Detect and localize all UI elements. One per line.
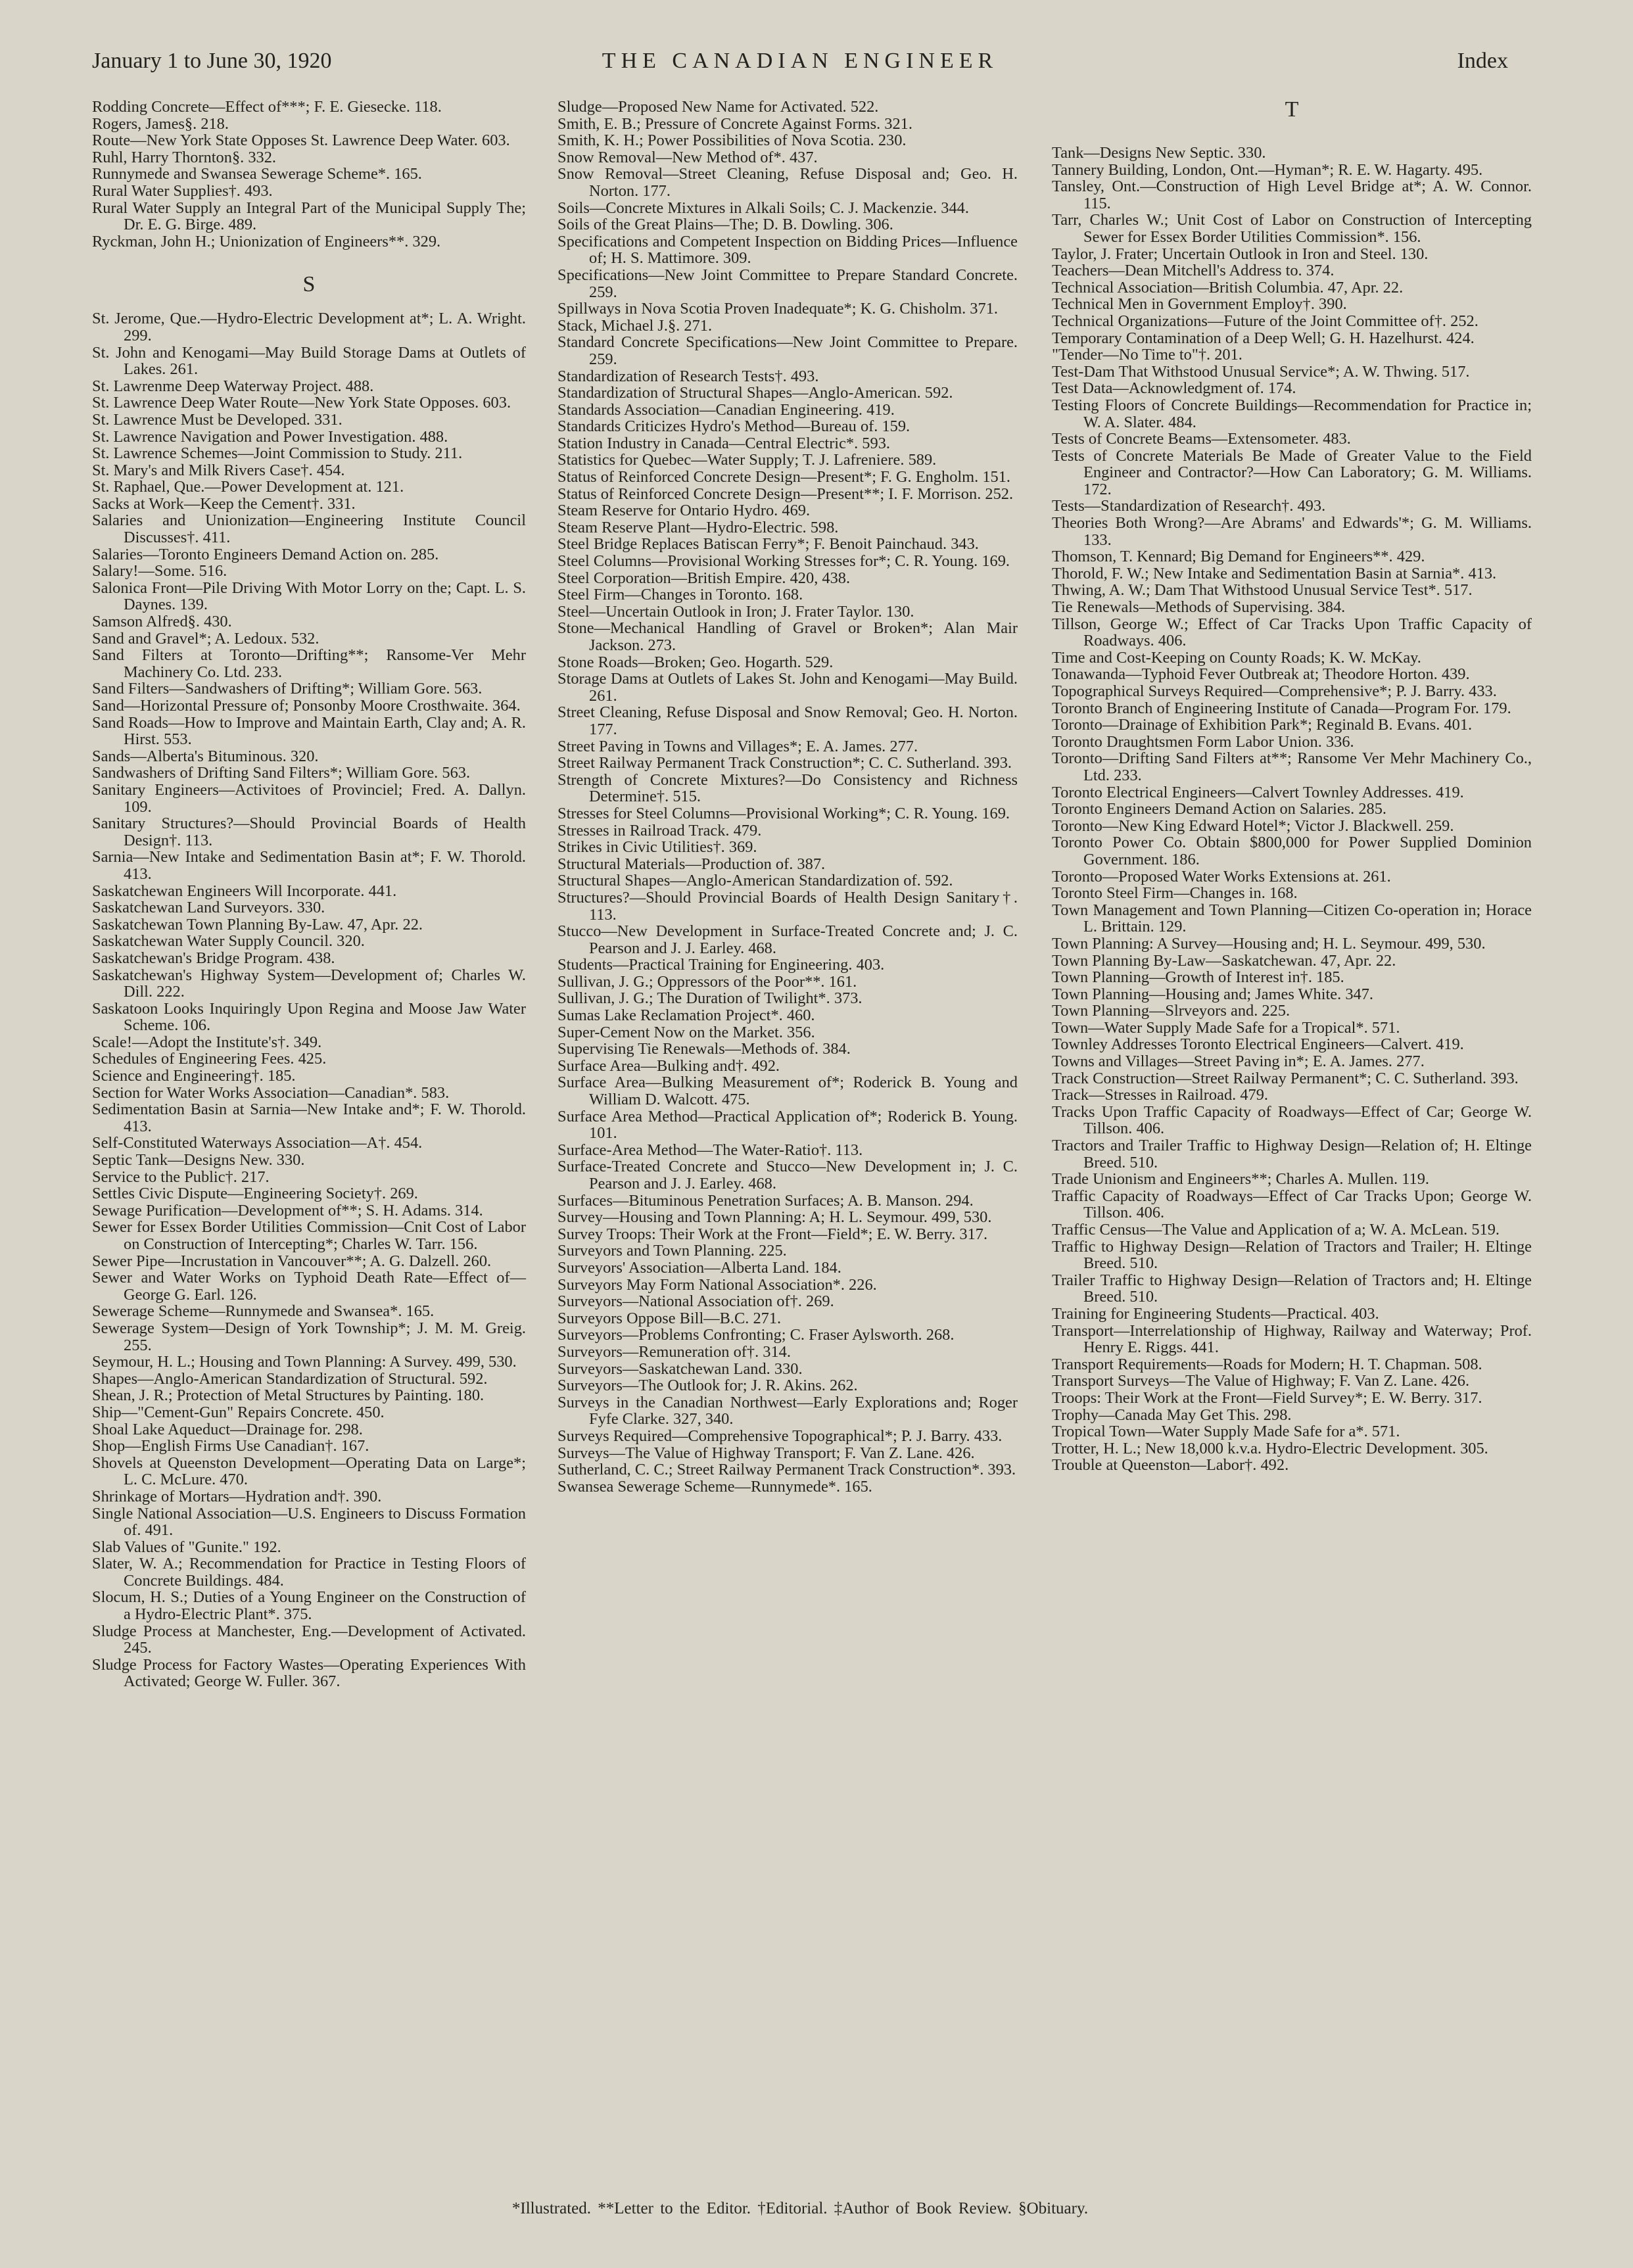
index-entry: Steel Corporation—British Empire. 420, 438. bbox=[557, 569, 851, 587]
index-entry: Sanitary Engineers—Activitoes of Provinciel; Fred. A. Dallyn. 109. bbox=[92, 780, 526, 816]
index-entry: Sedimentation Basin at Sarnia—New Intake and*; F. W. Thorold. 413. bbox=[92, 1100, 526, 1135]
index-entry: Toronto—Drifting Sand Filters at**; Ransome Ver Mehr Machinery Co., Ltd. 233. bbox=[1052, 749, 1532, 784]
index-entry: Surface Area—Bulking and†. 492. bbox=[557, 1056, 780, 1075]
index-entry: Sullivan, J. G.; The Duration of Twilight*. 373. bbox=[557, 989, 863, 1008]
index-entry: Surveyors—National Association of†. 269. bbox=[557, 1292, 834, 1311]
index-entry: Structural Shapes—Anglo-American Standardization of. 592. bbox=[557, 872, 953, 890]
index-entry: Specifications—New Joint Committee to Prepare Standard Concrete. 259. bbox=[557, 266, 1018, 301]
index-entry: Traffic Census—The Value and Application of a; W. A. McLean. 519. bbox=[1052, 1221, 1500, 1239]
index-entry: Towns and Villages—Street Paving in*; E. A. James. 277. bbox=[1052, 1052, 1425, 1071]
index-entry: Sanitary Structures?—Should Provincial Boards of Health Design†. 113. bbox=[92, 815, 526, 849]
index-entry: Route—New York State Opposes St. Lawrence Deep Water. 603. bbox=[92, 131, 510, 150]
index-entry: Surface Area Method—Practical Application of*; Roderick B. Young. 101. bbox=[557, 1107, 1018, 1143]
index-entry: Technical Organizations—Future of the Joint Committee of†. 252. bbox=[1052, 312, 1479, 330]
index-entry: Rogers, James§. 218. bbox=[92, 114, 229, 133]
index-entry: Shean, J. R.; Protection of Metal Structures by Painting. 180. bbox=[92, 1386, 485, 1405]
index-entry: Steam Reserve Plant—Hydro-Electric. 598. bbox=[557, 518, 839, 536]
index-entry: Surface-Area Method—The Water-Ratio†. 113. bbox=[557, 1141, 863, 1159]
index-entry: Rodding Concrete—Effect of***; F. E. Giesecke. 118. bbox=[92, 98, 442, 116]
index-entry: Track—Stresses in Railroad. 479. bbox=[1052, 1086, 1269, 1104]
index-entry: Survey Troops: Their Work at the Front—Field*; E. W. Berry. 317. bbox=[557, 1225, 988, 1243]
index-entry: Standardization of Research Tests†. 493. bbox=[557, 367, 819, 385]
index-entry: Sullivan, J. G.; Oppressors of the Poor**. 161. bbox=[557, 972, 857, 991]
index-entry: Town Planning—Slrveyors and. 225. bbox=[1052, 1002, 1290, 1020]
index-entry: Sutherland, C. C.; Street Railway Permanent Track Construction*. 393. bbox=[557, 1461, 1016, 1479]
index-entry: Strength of Concrete Mixtures?—Do Consistency and Richness Determine†. 515. bbox=[557, 770, 1018, 806]
index-entry: Statistics for Quebec—Water Supply; T. J. Lafreniere. 589. bbox=[557, 451, 937, 469]
index-entry: Structures?—Should Provincial Boards of Health Design Sanitary†. 113. bbox=[557, 888, 1018, 924]
index-entry: Sludge Process at Manchester, Eng.—Development of Activated. 245. bbox=[92, 1622, 526, 1657]
index-entry: St. Jerome, Que.—Hydro-Electric Development at*; L. A. Wright. 299. bbox=[92, 310, 526, 344]
index-entry: Rural Water Supply an Integral Part of the Municipal Supply The; Dr. E. G. Birge. 489. bbox=[92, 199, 526, 234]
index-entry: Service to the Public†. 217. bbox=[92, 1168, 270, 1186]
index-entry: Toronto Electrical Engineers—Calvert Townley Addresses. 419. bbox=[1052, 783, 1464, 801]
index-entry: Test Data—Acknowledgment of. 174. bbox=[1052, 379, 1296, 398]
index-entry: Salonica Front—Pile Driving With Motor Lorry on the; Capt. L. S. Daynes. 139. bbox=[92, 579, 526, 614]
index-entry: Survey—Housing and Town Planning: A; H. L. Seymour. 499, 530. bbox=[557, 1208, 992, 1227]
index-entry: Storage Dams at Outlets of Lakes St. John and Kenogami—May Build. 261. bbox=[557, 670, 1018, 705]
index-entry: Tank—Designs New Septic. 330. bbox=[1052, 144, 1266, 162]
index-entry: Settles Civic Dispute—Engineering Society†. 269. bbox=[92, 1185, 418, 1203]
index-entry: Troops: Their Work at the Front—Field Survey*; E. W. Berry. 317. bbox=[1052, 1388, 1482, 1407]
index-entry: Shoal Lake Aqueduct—Drainage for. 298. bbox=[92, 1420, 363, 1438]
index-entry: Smith, E. B.; Pressure of Concrete Against Forms. 321. bbox=[557, 114, 912, 133]
index-entry: Sewerage Scheme—Runnymede and Swansea*. 165. bbox=[92, 1302, 435, 1321]
index-entry: Status of Reinforced Concrete Design—Present*; F. G. Engholm. 151. bbox=[557, 468, 1011, 486]
index-entry: Saskatchewan's Highway System—Development of; Charles W. Dill. 222. bbox=[92, 966, 526, 1001]
index-entry: Science and Engineering†. 185. bbox=[92, 1067, 296, 1085]
index-entry: Rural Water Supplies†. 493. bbox=[92, 181, 273, 200]
index-entry: St. Lawrenme Deep Waterway Project. 488. bbox=[92, 377, 374, 395]
index-entry: Surveyors—The Outlook for; J. R. Akins. 262. bbox=[557, 1377, 858, 1395]
index-entry: Surveyors and Town Planning. 225. bbox=[557, 1242, 787, 1260]
index-entry: Trailer Traffic to Highway Design—Relation of Tractors and; H. Eltinge Breed. 510. bbox=[1052, 1271, 1532, 1306]
index-entry: Tests of Concrete Materials Be Made of Greater Value to the Field Engineer and Contractor?—How Can Laboratory; G. M. Williams. 172. bbox=[1052, 446, 1532, 498]
index-label: Index bbox=[1457, 49, 1508, 73]
index-entry: Tracks Upon Traffic Capacity of Roadways—Effect of Car; George W. Tillson. 406. bbox=[1052, 1102, 1532, 1138]
index-entry: Surveys—The Value of Highway Transport; F. Van Z. Lane. 426. bbox=[557, 1444, 975, 1462]
index-entry: Snow Removal—Street Cleaning, Refuse Disposal and; Geo. H. Norton. 177. bbox=[557, 165, 1018, 200]
index-entry: Seymour, H. L.; Housing and Town Planning: A Survey. 499, 530. bbox=[92, 1353, 517, 1371]
index-entry: Townley Addresses Toronto Electrical Engineers—Calvert. 419. bbox=[1052, 1035, 1464, 1054]
index-entry: Tonawanda—Typhoid Fever Outbreak at; Theodore Horton. 439. bbox=[1052, 665, 1470, 684]
index-entry: Stone Roads—Broken; Geo. Hogarth. 529. bbox=[557, 653, 834, 671]
index-entry: Track Construction—Street Railway Permanent*; C. C. Sutherland. 393. bbox=[1052, 1069, 1519, 1087]
index-entry: Stresses for Steel Columns—Provisional Working*; C. R. Young. 169. bbox=[557, 804, 1010, 822]
index-entry: Teachers—Dean Mitchell's Address to. 374. bbox=[1052, 262, 1335, 280]
index-entry: Toronto Branch of Engineering Institute of Canada—Program For. 179. bbox=[1052, 699, 1511, 717]
index-entry: Surveyors Oppose Bill—B.C. 271. bbox=[557, 1309, 782, 1327]
index-entry: Toronto Steel Firm—Changes in. 168. bbox=[1052, 884, 1298, 903]
index-entry: Steel Columns—Provisional Working Stresses for*; C. R. Young. 169. bbox=[557, 552, 1010, 571]
index-column-2 bbox=[557, 99, 1018, 1495]
index-entry: Saskatchewan Engineers Will Incorporate. 441. bbox=[92, 882, 397, 900]
index-entry: Town Planning—Housing and; James White. 347. bbox=[1052, 985, 1374, 1003]
index-entry: St. Raphael, Que.—Power Development at. 121. bbox=[92, 478, 404, 496]
index-entry: Supervising Tie Renewals—Methods of. 384. bbox=[557, 1040, 851, 1058]
index-entry: Ruhl, Harry Thornton§. 332. bbox=[92, 148, 277, 166]
index-entry: Shrinkage of Mortars—Hydration and†. 390. bbox=[92, 1487, 382, 1505]
index-entry: Structural Materials—Production of. 387. bbox=[557, 855, 826, 873]
index-entry: Shovels at Queenston Development—Operating Data on Large*; L. C. McLure. 470. bbox=[92, 1453, 526, 1489]
index-entry: Tractors and Trailer Traffic to Highway Design—Relation of; H. Eltinge Breed. 510. bbox=[1052, 1137, 1532, 1171]
index-entry: Ship—"Cement-Gun" Repairs Concrete. 450. bbox=[92, 1403, 385, 1421]
index-entry: Steam Reserve for Ontario Hydro. 469. bbox=[557, 502, 811, 520]
index-entry: Steel Bridge Replaces Batiscan Ferry*; F. Benoit Painchaud. 343. bbox=[557, 535, 979, 554]
index-entry: Surface-Treated Concrete and Stucco—New Development in; J. C. Pearson and J. J. Earley. 468. bbox=[557, 1158, 1018, 1193]
index-entry: Stone—Mechanical Handling of Gravel or Broken*; Alan Mair Jackson. 273. bbox=[557, 619, 1018, 654]
index-entry: St. Lawrence Schemes—Joint Commission to Study. 211. bbox=[92, 444, 463, 463]
index-entry: Standards Association—Canadian Engineering. 419. bbox=[557, 400, 895, 419]
index-entry: Scale!—Adopt the Institute's†. 349. bbox=[92, 1033, 322, 1051]
index-entry: Surveyors May Form National Association*. 226. bbox=[557, 1275, 877, 1294]
index-entry: Technical Men in Government Employ†. 390. bbox=[1052, 295, 1347, 314]
index-entry: Thorold, F. W.; New Intake and Sedimentation Basin at Sarnia*. 413. bbox=[1052, 564, 1497, 582]
index-entry: Shop—English Firms Use Canadian†. 167. bbox=[92, 1437, 369, 1455]
index-entry: Section for Water Works Association—Canadian*. 583. bbox=[92, 1083, 450, 1102]
index-entry: Shapes—Anglo-American Standardization of Structural. 592. bbox=[92, 1369, 488, 1388]
index-entry: Standard Concrete Specifications—New Joint Committee to Prepare. 259. bbox=[557, 333, 1018, 368]
index-entry: Slab Values of "Gunite." 192. bbox=[92, 1538, 281, 1556]
index-entry: Surveys in the Canadian Northwest—Early Explorations and; Roger Fyfe Clarke. 327, 340. bbox=[557, 1393, 1018, 1429]
index-entry: Trotter, H. L.; New 18,000 k.v.a. Hydro-Electric Development. 305. bbox=[1052, 1439, 1488, 1457]
index-entry: St. John and Kenogami—May Build Storage Dams at Outlets of Lakes. 261. bbox=[92, 343, 526, 379]
index-entry: Tests of Concrete Beams—Extensometer. 483. bbox=[1052, 430, 1351, 448]
index-entry: Steel Firm—Changes in Toronto. 168. bbox=[557, 586, 803, 604]
index-entry: Surveyors—Saskatchewan Land. 330. bbox=[557, 1359, 803, 1378]
index-entry: Tillson, George W.; Effect of Car Tracks Upon Traffic Capacity of Roadways. 406. bbox=[1052, 615, 1532, 650]
index-entry: Time and Cost-Keeping on County Roads; K. W. McKay. bbox=[1052, 648, 1421, 667]
index-entry: Toronto Power Co. Obtain $800,000 for Power Supplied Dominion Government. 186. bbox=[1052, 834, 1532, 868]
index-entry: Surfaces—Bituminous Penetration Surfaces; A. B. Manson. 294. bbox=[557, 1191, 974, 1210]
index-entry: Saskatchewan Town Planning By-Law. 47, Apr. 22. bbox=[92, 915, 423, 933]
index-entry: Saskatchewan Water Supply Council. 320. bbox=[92, 932, 365, 951]
index-entry: Standards Criticizes Hydro's Method—Bureau of. 159. bbox=[557, 417, 911, 436]
index-entry: Strikes in Civic Utilities†. 369. bbox=[557, 838, 757, 857]
index-entry: Schedules of Engineering Fees. 425. bbox=[92, 1050, 327, 1068]
index-entry: Smith, K. H.; Power Possibilities of Nova Scotia. 230. bbox=[557, 131, 907, 150]
index-entry: St. Lawrence Must be Developed. 331. bbox=[92, 410, 343, 429]
index-entry: Stresses in Railroad Track. 479. bbox=[557, 821, 762, 839]
index-entry: Transport Surveys—The Value of Highway; F. Van Z. Lane. 426. bbox=[1052, 1372, 1470, 1390]
index-entry: Self-Constituted Waterways Association—A†. 454. bbox=[92, 1134, 423, 1152]
index-entry: Tarr, Charles W.; Unit Cost of Labor on Construction of Intercepting Sewer for Essex Border Utilities Commission*. 156. bbox=[1052, 211, 1532, 246]
index-entry: Surveyors—Problems Confronting; C. Fraser Aylsworth. 268. bbox=[557, 1326, 955, 1344]
journal-title: THE CANADIAN ENGINEER bbox=[602, 49, 999, 73]
index-entry: Sacks at Work—Keep the Cement†. 331. bbox=[92, 494, 356, 513]
index-entry: Toronto—New King Edward Hotel*; Victor J. Blackwell. 259. bbox=[1052, 816, 1454, 835]
index-entry: Saskatoon Looks Inquiringly Upon Regina and Moose Jaw Water Scheme. 106. bbox=[92, 999, 526, 1035]
index-entry: Surveyors—Remuneration of†. 314. bbox=[557, 1342, 791, 1361]
index-entry: Tropical Town—Water Supply Made Safe for a*. 571. bbox=[1052, 1423, 1400, 1441]
index-entry: Tie Renewals—Methods of Supervising. 384. bbox=[1052, 598, 1346, 617]
index-entry: Surface Area—Bulking Measurement of*; Roderick B. Young and William D. Walcott. 475. bbox=[557, 1074, 1018, 1109]
index-entry: Slater, W. A.; Recommendation for Practice in Testing Floors of Concrete Buildings. 484. bbox=[92, 1555, 526, 1590]
index-entry: Sewer and Water Works on Typhoid Death Rate—Effect of—George G. Earl. 126. bbox=[92, 1269, 526, 1304]
index-entry: Town Management and Town Planning—Citizen Co-operation in; Horace L. Brittain. 129. bbox=[1052, 901, 1532, 936]
index-entry: Specifications and Competent Inspection on Bidding Prices—Influence of; H. S. Mattimore. 309. bbox=[557, 232, 1018, 268]
index-entry: Snow Removal—New Method of*. 437. bbox=[557, 148, 818, 166]
index-entry: Street Cleaning, Refuse Disposal and Snow Removal; Geo. H. Norton. 177. bbox=[557, 703, 1018, 738]
index-entry: Salary!—Some. 516. bbox=[92, 562, 227, 580]
index-entry: Toronto Engineers Demand Action on Salaries. 285. bbox=[1052, 800, 1387, 818]
index-entry: Testing Floors of Concrete Buildings—Recommendation for Practice in; W. A. Slater. 484. bbox=[1052, 396, 1532, 431]
index-entry: Sands—Alberta's Bituminous. 320. bbox=[92, 747, 319, 765]
index-entry: Transport—Interrelationship of Highway, Railway and Waterway; Prof. Henry E. Riggs. 441. bbox=[1052, 1321, 1532, 1357]
index-entry: Sand—Horizontal Pressure of; Ponsonby Moore Crosthwaite. 364. bbox=[92, 697, 521, 715]
index-entry: Thomson, T. Kennard; Big Demand for Engineers**. 429. bbox=[1052, 548, 1425, 566]
index-entry: Ryckman, John H.; Unionization of Engineers**. 329. bbox=[92, 232, 441, 250]
index-entry: Soils—Concrete Mixtures in Alkali Soils; C. J. Mackenzie. 344. bbox=[557, 199, 969, 217]
index-entry: Sarnia—New Intake and Sedimentation Basin at*; F. W. Thorold. 413. bbox=[92, 848, 526, 883]
index-column-1 bbox=[92, 99, 526, 1690]
index-entry: Standardization of Structural Shapes—Anglo-American. 592. bbox=[557, 384, 953, 402]
index-entry: Transport Requirements—Roads for Modern; H. T. Chapman. 508. bbox=[1052, 1355, 1482, 1373]
index-entry: Town—Water Supply Made Safe for a Tropical*. 571. bbox=[1052, 1018, 1400, 1037]
index-entry: Town Planning—Growth of Interest in†. 185. bbox=[1052, 968, 1344, 987]
index-entry: Toronto—Proposed Water Works Extensions at. 261. bbox=[1052, 867, 1391, 886]
index-entry: Stack, Michael J.§. 271. bbox=[557, 316, 713, 335]
index-entry: Tests—Standardization of Research†. 493. bbox=[1052, 497, 1326, 515]
index-entry: Street Paving in Towns and Villages*; E. A. James. 277. bbox=[557, 737, 918, 755]
index-entry: St. Lawrence Navigation and Power Investigation. 488. bbox=[92, 427, 448, 446]
index-entry: Topographical Surveys Required—Comprehensive*; P. J. Barry. 433. bbox=[1052, 682, 1497, 700]
index-entry: Town Planning By-Law—Saskatchewan. 47, Apr. 22. bbox=[1052, 951, 1396, 970]
index-entry: Sewer Pipe—Incrustation in Vancouver**; A. G. Dalzell. 260. bbox=[92, 1252, 492, 1270]
index-entry: "Tender—No Time to"†. 201. bbox=[1052, 346, 1242, 364]
index-entry: Temporary Contamination of a Deep Well; G. H. Hazelhurst. 424. bbox=[1052, 329, 1475, 347]
index-entry: Toronto Draughtsmen Form Labor Union. 336. bbox=[1052, 732, 1354, 751]
index-entry: Sandwashers of Drifting Sand Filters*; William Gore. 563. bbox=[92, 764, 471, 782]
index-entry: Stucco—New Development in Surface-Treated Concrete and; J. C. Pearson and J. J. Earley. 468. bbox=[557, 922, 1018, 957]
legend-footnote: *Illustrated. **Letter to the Editor. †Editorial. ‡Author of Book Review. §Obituary. bbox=[511, 2200, 1089, 2217]
index-entry: Salaries and Unionization—Engineering Institute Council Discusses†. 411. bbox=[92, 511, 526, 547]
index-entry: Technical Association—British Columbia. 47, Apr. 22. bbox=[1052, 278, 1404, 296]
index-entry: Sand and Gravel*; A. Ledoux. 532. bbox=[92, 629, 320, 648]
index-entry: Status of Reinforced Concrete Design—Present**; I. F. Morrison. 252. bbox=[557, 484, 1014, 503]
index-entry: Sand Filters—Sandwashers of Drifting*; William Gore. 563. bbox=[92, 680, 483, 698]
section-letter-t: T bbox=[1285, 97, 1299, 122]
index-entry: Trouble at Queenston—Labor†. 492. bbox=[1052, 1456, 1289, 1475]
index-entry: Sewer for Essex Border Utilities Commission—Cnit Cost of Labor on Construction of Intercepting*; Charles W. Tarr. 156. bbox=[92, 1218, 526, 1253]
index-entry: Surveyors' Association—Alberta Land. 184. bbox=[557, 1258, 841, 1277]
index-entry: Sand Filters at Toronto—Drifting**; Ransome-Ver Mehr Machinery Co. Ltd. 233. bbox=[92, 646, 526, 681]
page-header bbox=[92, 49, 1508, 82]
index-entry: Swansea Sewerage Scheme—Runnymede*. 165. bbox=[557, 1477, 872, 1496]
index-entry: Soils of the Great Plains—The; D. B. Dowling. 306. bbox=[557, 216, 893, 234]
index-entry: Traffic to Highway Design—Relation of Tractors and Trailer; H. Eltinge Breed. 510. bbox=[1052, 1237, 1532, 1273]
index-entry: Students—Practical Training for Engineering. 403. bbox=[557, 956, 885, 974]
index-entry: Sewage Purification—Development of**; S. H. Adams. 314. bbox=[92, 1201, 483, 1219]
index-entry: Trophy—Canada May Get This. 298. bbox=[1052, 1406, 1292, 1424]
index-entry: St. Mary's and Milk Rivers Case†. 454. bbox=[92, 461, 345, 479]
index-entry: Septic Tank—Designs New. 330. bbox=[92, 1151, 305, 1169]
index-entry: Sewerage System—Design of York Township*; J. M. M. Greig. 255. bbox=[92, 1319, 526, 1354]
index-entry: Training for Engineering Students—Practical. 403. bbox=[1052, 1304, 1379, 1323]
index-entry: Surveys Required—Comprehensive Topographical*; P. J. Barry. 433. bbox=[557, 1427, 1003, 1445]
index-entry: Tansley, Ont.—Construction of High Level Bridge at*; A. W. Connor. 115. bbox=[1052, 177, 1532, 212]
index-entry: Samson Alfred§. 430. bbox=[92, 613, 232, 631]
index-entry: Saskatchewan's Bridge Program. 438. bbox=[92, 949, 335, 967]
index-entry: Test-Dam That Withstood Unusual Service*; A. W. Thwing. 517. bbox=[1052, 362, 1470, 381]
index-entry: Runnymede and Swansea Sewerage Scheme*. 165. bbox=[92, 165, 422, 183]
index-entry: Tannery Building, London, Ont.—Hyman*; R. E. W. Hagarty. 495. bbox=[1052, 160, 1483, 179]
index-entry: Super-Cement Now on the Market. 356. bbox=[557, 1023, 815, 1041]
index-entry: Sludge Process for Factory Wastes—Operating Experiences With Activated; George W. Fuller. 367. bbox=[92, 1655, 526, 1691]
index-entry: Slocum, H. S.; Duties of a Young Engineer on the Construction of a Hydro-Electric Plant*. 375. bbox=[92, 1588, 526, 1624]
index-entry: Taylor, J. Frater; Uncertain Outlook in Iron and Steel. 130. bbox=[1052, 245, 1429, 263]
date-range: January 1 to June 30, 1920 bbox=[92, 49, 332, 73]
index-entry: Theories Both Wrong?—Are Abrams' and Edwards'*; G. M. Williams. 133. bbox=[1052, 514, 1532, 549]
index-entry: Salaries—Toronto Engineers Demand Action on. 285. bbox=[92, 545, 439, 563]
index-column-3 bbox=[1052, 99, 1532, 1474]
index-entry: St. Lawrence Deep Water Route—New York State Opposes. 603. bbox=[92, 394, 511, 412]
index-entry: Sludge—Proposed New Name for Activated. 522. bbox=[557, 98, 879, 116]
index-entry: Spillways in Nova Scotia Proven Inadequate*; K. G. Chisholm. 371. bbox=[557, 300, 998, 318]
index-entry: Town Planning: A Survey—Housing and; H. L. Seymour. 499, 530. bbox=[1052, 934, 1486, 953]
index-entry: Steel—Uncertain Outlook in Iron; J. Frater Taylor. 130. bbox=[557, 602, 914, 621]
index-entry: Station Industry in Canada—Central Electric*. 593. bbox=[557, 434, 890, 452]
index-entry: Sand Roads—How to Improve and Maintain Earth, Clay and; A. R. Hirst. 553. bbox=[92, 713, 526, 749]
index-entry: Toronto—Drainage of Exhibition Park*; Reginald B. Evans. 401. bbox=[1052, 716, 1473, 734]
index-entry: Saskatchewan Land Surveyors. 330. bbox=[92, 899, 325, 917]
index-entry: Sumas Lake Reclamation Project*. 460. bbox=[557, 1006, 815, 1025]
section-letter-s: S bbox=[302, 272, 316, 297]
index-entry: Traffic Capacity of Roadways—Effect of Car Tracks Upon; George W. Tillson. 406. bbox=[1052, 1187, 1532, 1222]
index-entry: Single National Association—U.S. Engineers to Discuss Formation of. 491. bbox=[92, 1504, 526, 1540]
index-entry: Trade Unionism and Engineers**; Charles A. Mullen. 119. bbox=[1052, 1170, 1430, 1189]
index-entry: Thwing, A. W.; Dam That Withstood Unusual Service Test*. 517. bbox=[1052, 581, 1473, 600]
index-entry: Street Railway Permanent Track Construction*; C. C. Sutherland. 393. bbox=[557, 754, 1012, 772]
